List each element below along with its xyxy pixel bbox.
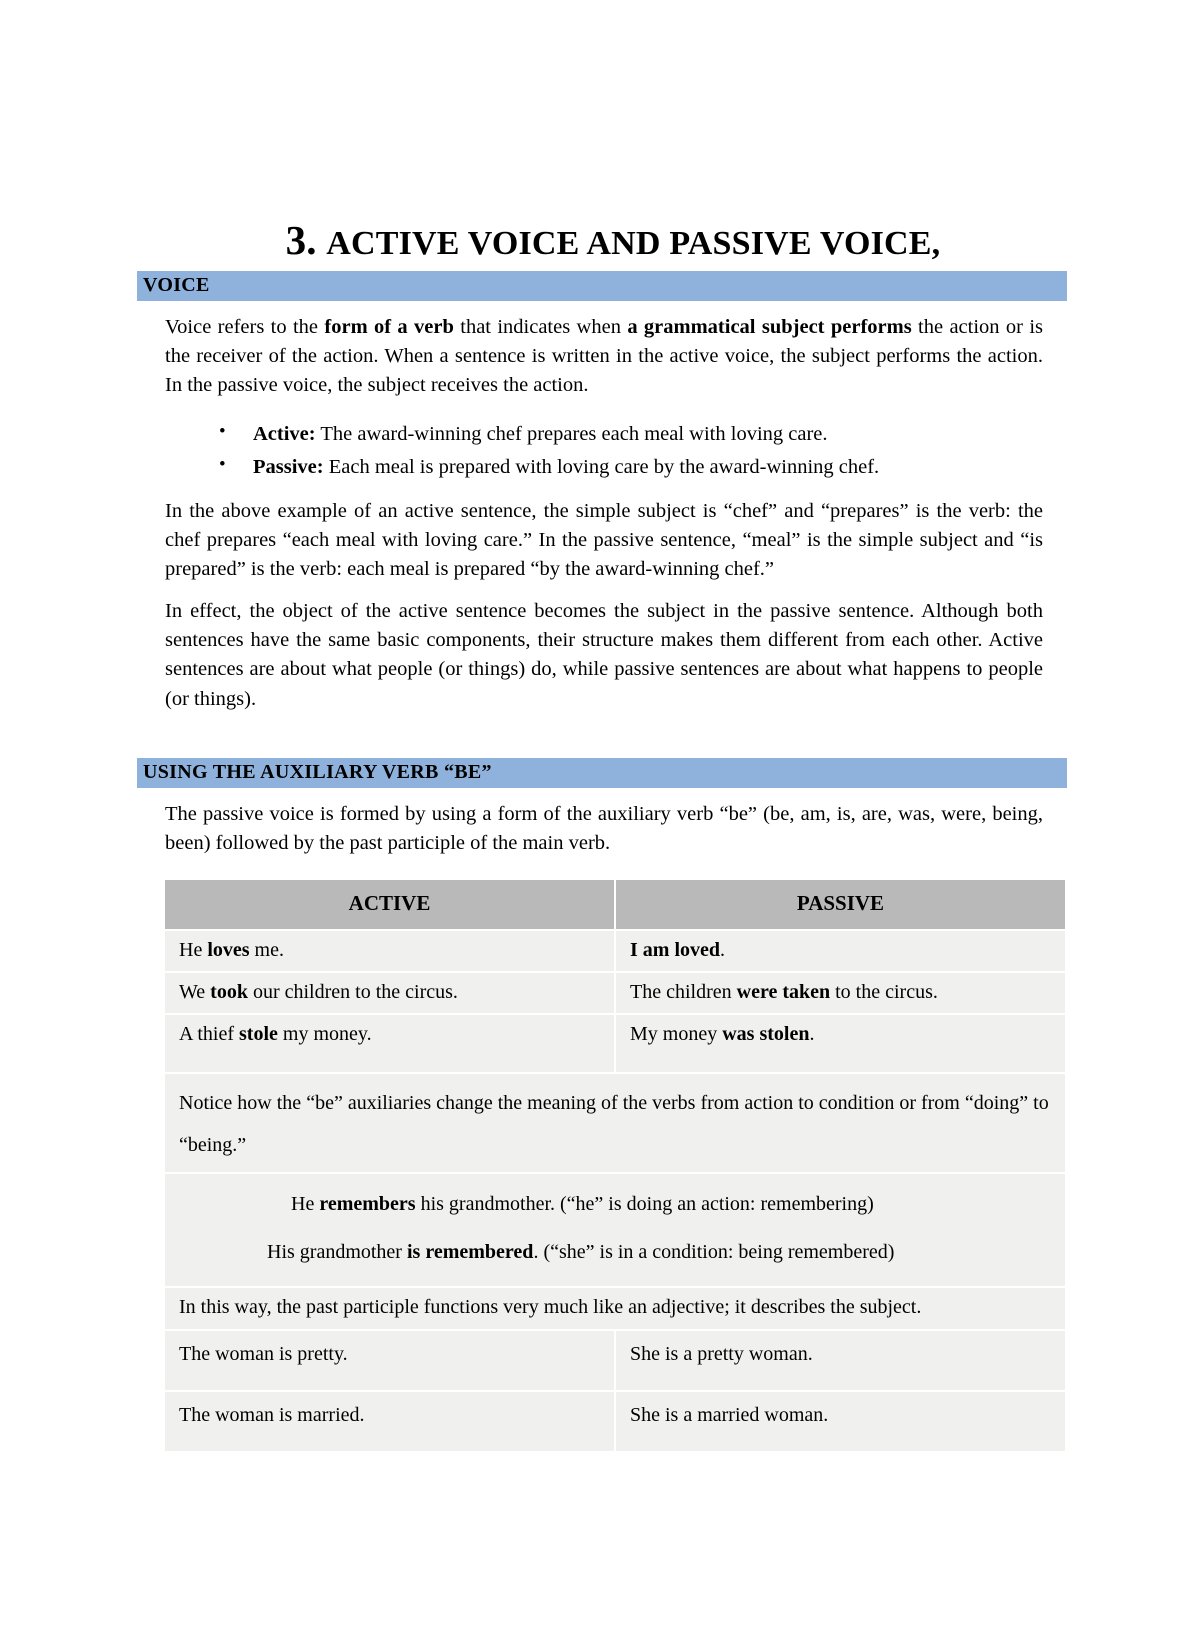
active-run-0: We (179, 980, 211, 1003)
title-text: ACTIVE VOICE AND PASSIVE VOICE, (326, 225, 941, 262)
passive-run-0: I am loved (630, 938, 720, 961)
cell-active (165, 930, 615, 972)
cell-active (165, 1330, 615, 1391)
table-row (165, 1391, 1065, 1451)
table-row (165, 930, 1065, 972)
active-run-2: my money. (277, 1022, 372, 1045)
table-row (165, 1014, 1065, 1073)
cell-passive (615, 930, 1065, 972)
active-run-1: loves (207, 938, 250, 961)
voice-intro-run-0: Voice refers to the (165, 315, 325, 338)
column-header-passive: PASSIVE (615, 880, 1065, 930)
table-row (165, 1173, 1065, 1287)
example-sentence: The award-winning chef prepares each meal with loving care. (315, 423, 828, 446)
cell-note: In this way, the past participle functions very much like an adjective; it describes the subject. (165, 1287, 1065, 1330)
example-label: Passive: (253, 456, 324, 479)
example-label: Active: (253, 423, 316, 446)
remember-passive-run-0: His grandmother (267, 1240, 407, 1263)
remember-passive-run-1: is remembered (406, 1240, 534, 1263)
passive-run-1: were taken (736, 980, 831, 1003)
title-number: 3. (285, 217, 317, 263)
active-run-1: took (210, 980, 248, 1003)
cell-active (165, 1014, 615, 1073)
table-row (165, 1287, 1065, 1330)
auxiliary-intro-paragraph: The passive voice is formed by using a form of the auxiliary verb “be” (be, am, is, are, was, were, being, been) followed by the past participle of the main verb. (165, 802, 1043, 854)
cell-active (165, 972, 615, 1014)
passive-run-1: . (720, 938, 725, 961)
table-body (165, 930, 1065, 1451)
auxiliary-section-body (137, 800, 1067, 858)
voice-intro-run-1: form of a verb (324, 315, 454, 338)
remember-active-line (179, 1180, 1055, 1228)
passive-run-2: to the circus. (830, 980, 938, 1003)
passive-run-0: My money (630, 1022, 723, 1045)
section-heading-auxiliary-be: USING THE AUXILIARY VERB “BE” (137, 758, 1067, 788)
cell-passive (615, 1330, 1065, 1391)
active-run-0: He (179, 938, 208, 961)
passive-run-0: She is a pretty woman. (630, 1342, 813, 1365)
table-row (165, 1073, 1065, 1173)
page-title (137, 218, 1067, 263)
active-passive-table (165, 880, 1065, 1451)
passive-run-1: was stolen (722, 1022, 810, 1045)
active-run-2: me. (249, 938, 284, 961)
remember-passive-run-2: . (“she” is in a condition: being remembered) (533, 1240, 895, 1263)
voice-intro-run-2: that indicates when (453, 315, 628, 338)
column-header-active: ACTIVE (165, 880, 615, 930)
passive-run-0: She is a married woman. (630, 1403, 829, 1426)
voice-paragraph-2: In the above example of an active sentence, the simple subject is “chef” and “prepares” is the verb: the chef prepares “each meal with loving care.” In the passive sentence, “meal” is the simple subject and “is prepared” is the verb: each meal is prepared “by the award-winning chef.” (165, 499, 1043, 581)
active-run-0: The woman is pretty. (179, 1342, 348, 1365)
table-row (165, 972, 1065, 1014)
voice-intro-paragraph (165, 313, 1043, 400)
voice-example-active (211, 418, 1043, 451)
active-run-2: our children to the circus. (247, 980, 458, 1003)
voice-section-body (137, 313, 1067, 714)
table-header-row (165, 880, 1065, 930)
page-content (137, 218, 1067, 1451)
voice-intro-run-3: a grammatical subject performs (627, 315, 912, 338)
active-run-0: A thief (179, 1022, 239, 1045)
voice-paragraph-3: In effect, the object of the active sentence becomes the subject in the passive sentence. Although both sentences have the same basic components, their structure makes them different from each other. Active sentences are about what people (or things) do, while passive sentences are about what happens to people (or things). (165, 600, 1043, 710)
section-heading-voice: VOICE (137, 271, 1067, 301)
example-sentence: Each meal is prepared with loving care by the award-winning chef. (323, 456, 880, 479)
voice-examples-list (165, 418, 1043, 484)
active-run-0: The woman is married. (179, 1403, 365, 1426)
cell-remember-examples (165, 1173, 1065, 1287)
voice-example-passive (211, 451, 1043, 484)
table-row (165, 1330, 1065, 1391)
cell-active (165, 1391, 615, 1451)
passive-run-0: The children (630, 980, 737, 1003)
active-run-1: stole (239, 1022, 278, 1045)
cell-note-spaced: Notice how the “be” auxiliaries change the meaning of the verbs from action to condition or from “doing” to “being.” (165, 1073, 1065, 1173)
cell-passive (615, 1391, 1065, 1451)
remember-passive-line (179, 1228, 1055, 1276)
remember-active-run-1: remembers (319, 1192, 416, 1215)
remember-active-run-2: his grandmother. (“he” is doing an action: remembering) (415, 1192, 874, 1215)
remember-active-run-0: He (291, 1192, 320, 1215)
passive-run-2: . (809, 1022, 815, 1045)
cell-passive (615, 1014, 1065, 1073)
voice-intro-run-4: the action or is the receiver of the action. When a sentence is written in the active voice, the subject performs the action. In the passive voice, the subject receives the action. (165, 315, 1043, 397)
cell-passive (615, 972, 1065, 1014)
